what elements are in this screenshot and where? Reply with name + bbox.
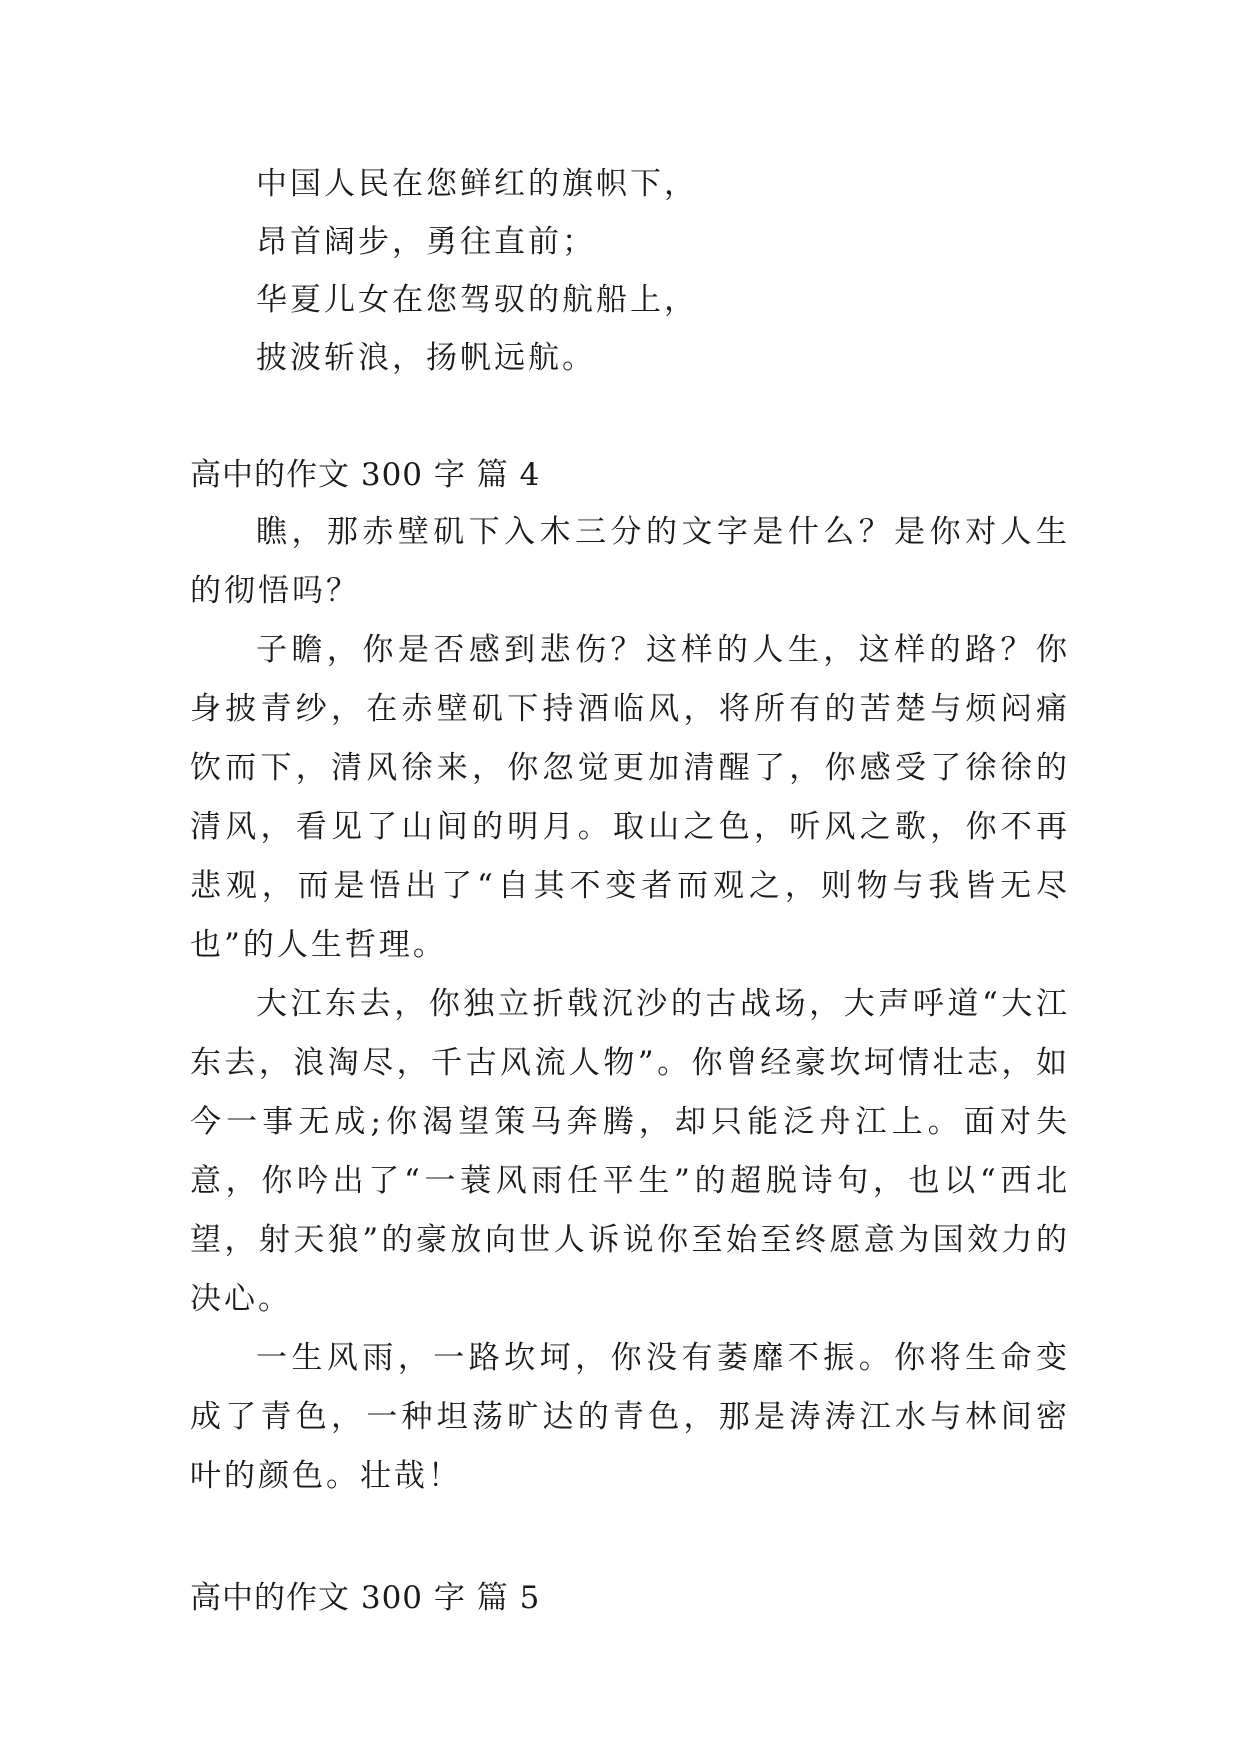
section-heading-5: 高中的作文 300 字 篇 5 [190,1580,541,1616]
poem-line: 披波斩浪，扬帆远航。 [256,340,596,376]
paragraph: 瞧，那赤壁矶下入木三分的文字是什么？是你对人生的彻悟吗？ [190,514,1070,609]
poem-line: 中国人民在您鲜红的旗帜下， [256,166,698,202]
poem-block [190,155,1070,387]
poem-line: 昂首阔步，勇往直前； [256,224,596,260]
paragraph: 大江东去，你独立折戟沉沙的古战场，大声呼道“大江东去，浪淘尽，千古风流人物”。你曾经豪坎坷情壮志，如今一事无成;你渴望策马奔腾，却只能泛舟江上。面对失意，你吟出了“一蓑风雨任平生”的超脱诗句，也以“西北望，射天狼”的豪放向世人诉说你至始至终愿意为国效力的决心。 [190,986,1070,1317]
document-page [190,155,1070,1620]
paragraph: 一生风雨，一路坎坷，你没有萎靡不振。你将生命变成了青色，一种坦荡旷达的青色，那是涛涛江水与林间密叶的颜色。壮哉！ [190,1340,1070,1494]
poem-line: 华夏儿女在您驾驭的航船上， [256,282,698,318]
article-body [190,503,1070,1506]
paragraph: 子瞻，你是否感到悲伤？这样的人生，这样的路？你身披青纱，在赤壁矶下持酒临风，将所有的苦楚与烦闷痛饮而下，清风徐来，你忽觉更加清醒了，你感受了徐徐的清风，看见了山间的明月。取山之色，听风之歌，你不再悲观，而是悟出了“自其不变者而观之，则物与我皆无尽也”的人生哲理。 [190,632,1070,963]
section-heading-4: 高中的作文 300 字 篇 4 [190,457,541,493]
